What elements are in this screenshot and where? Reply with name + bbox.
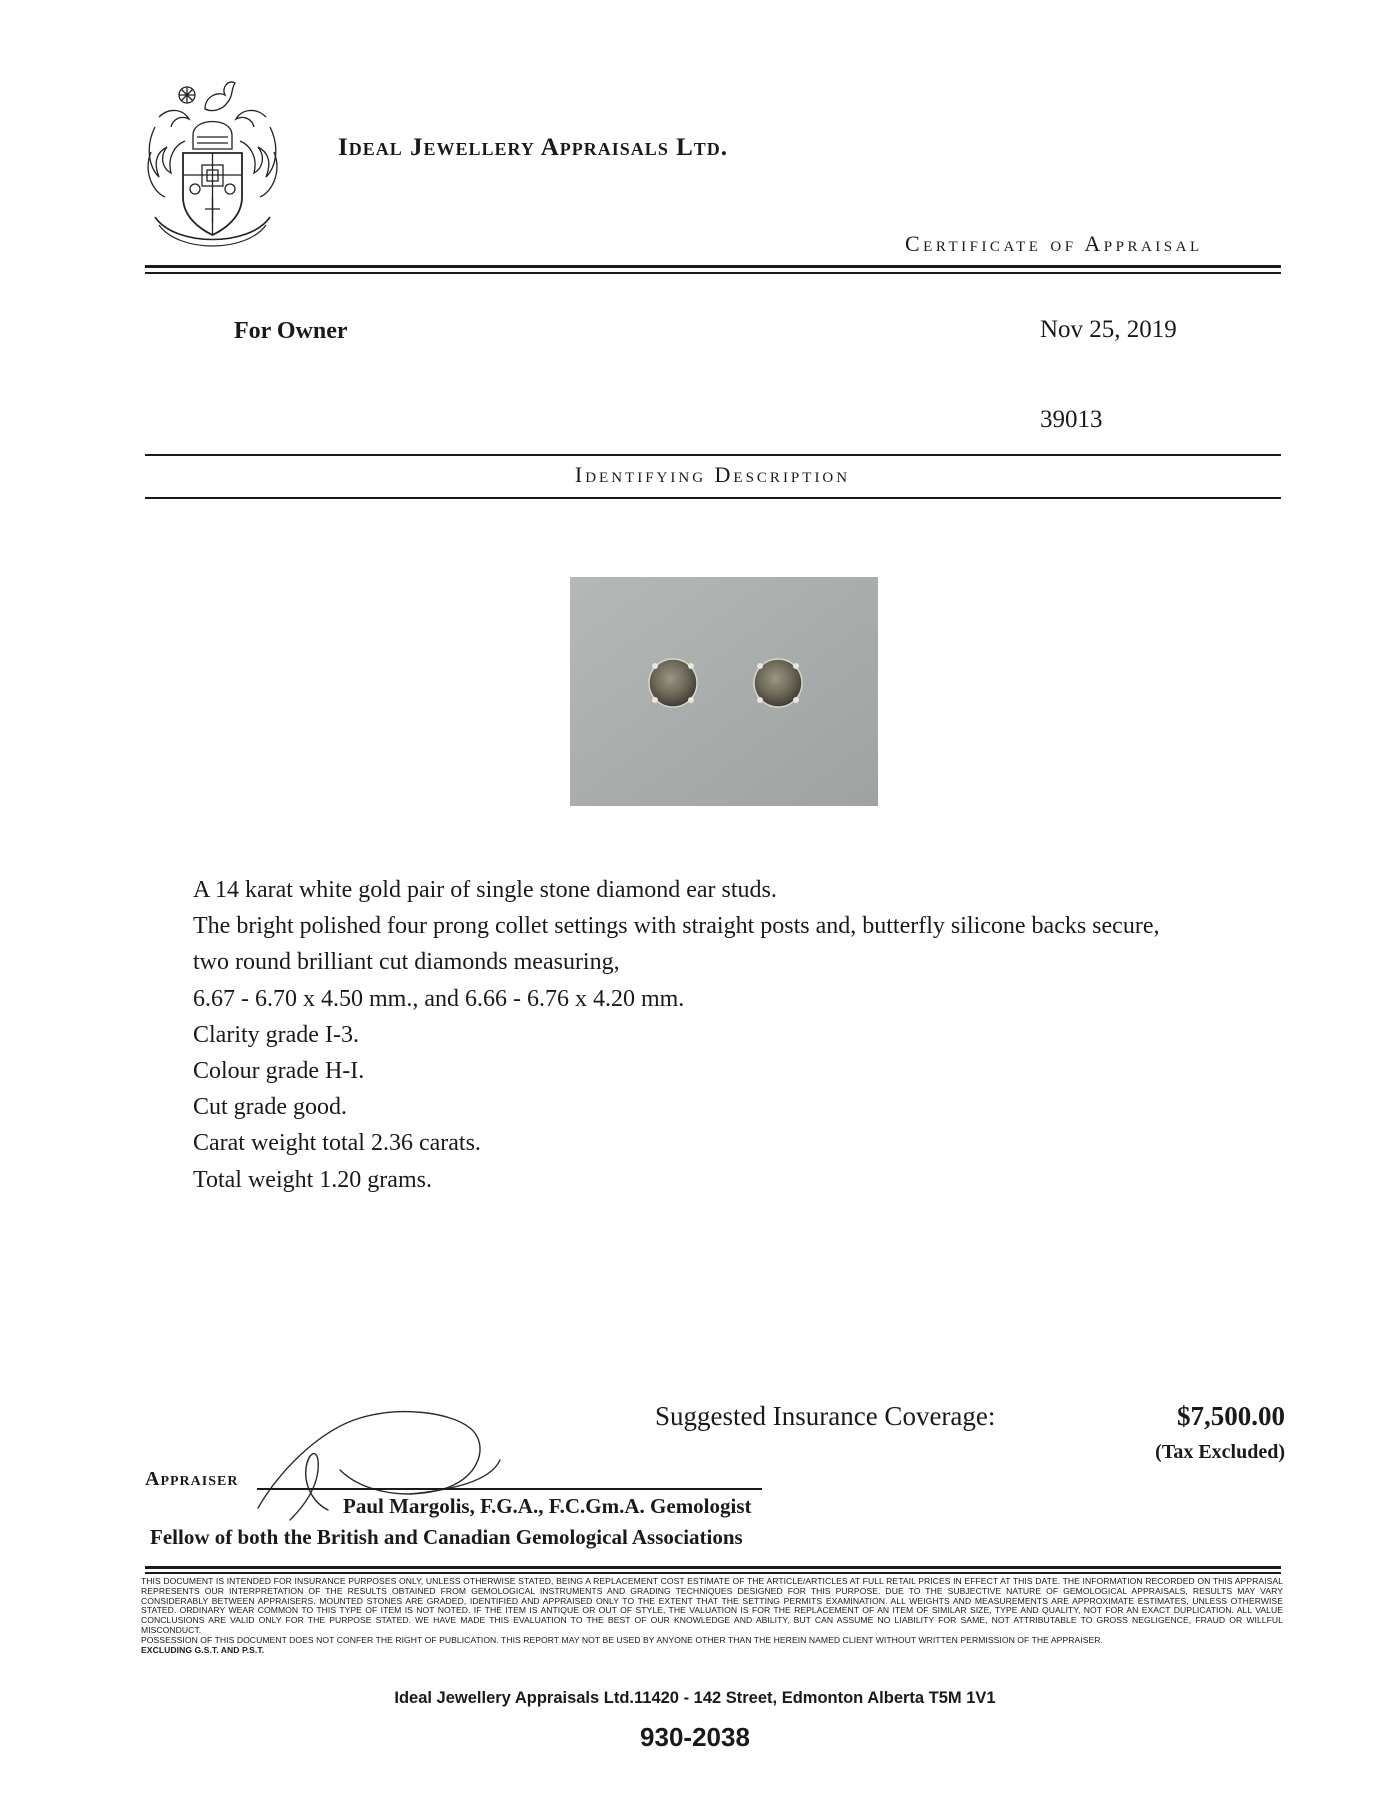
left-stud	[649, 659, 697, 707]
document-title: Certificate of Appraisal	[905, 231, 1203, 256]
footer-phone: 930-2038	[640, 1722, 750, 1752]
footer-rule-thick	[145, 1566, 1281, 1569]
insurance-value: $7,500.00	[1177, 1401, 1285, 1431]
appraiser-fellowship: Fellow of both the British and Canadian Gemological Associations	[150, 1525, 743, 1549]
disclaimer-tax: EXCLUDING G.S.T. AND P.S.T.	[141, 1644, 265, 1655]
appraiser-name: Paul Margolis, F.G.A., F.C.Gm.A. Gemologist	[343, 1494, 752, 1518]
tax-note: (Tax Excluded)	[1155, 1441, 1285, 1463]
earrings-photo	[570, 577, 878, 806]
description-line: A 14 karat white gold pair of single stone diamond ear studs.	[193, 877, 777, 903]
appraisal-date: Nov 25, 2019	[1040, 316, 1177, 343]
description-line: Clarity grade I-3.	[193, 1021, 359, 1048]
item-description	[193, 872, 1313, 1198]
right-stud	[754, 659, 802, 707]
footer-address: Ideal Jewellery Appraisals Ltd.11420 - 142 Street, Edmonton Alberta T5M 1V1	[394, 1689, 996, 1707]
disclaimer	[141, 1577, 1283, 1655]
description-line: 6.67 - 6.70 x 4.50 mm., and 6.66 - 6.76 x 4.20 mm.	[193, 985, 685, 1012]
disclaimer-publication: POSSESSION OF THIS DOCUMENT DOES NOT CONFER THE RIGHT OF PUBLICATION. THIS REPORT MAY NOT BE USED BY ANYONE OTHER THAN THE HEREIN NAMED CLIENT WITHOUT WRITTEN PERMISSION OF THE APPRAISER.	[141, 1634, 1103, 1645]
header-rule-thin	[145, 272, 1281, 274]
company-name: Ideal Jewellery Appraisals Ltd.	[338, 134, 729, 161]
section-rule-bottom	[145, 497, 1281, 499]
section-rule-top	[145, 454, 1281, 456]
section-title: Identifying Description	[574, 462, 851, 487]
reference-number: 39013	[1040, 406, 1103, 433]
description-line: Carat weight total 2.36 carats.	[193, 1130, 481, 1157]
owner-label: For Owner	[234, 318, 348, 344]
coat-of-arms-icon	[145, 57, 280, 250]
insurance-label: Suggested Insurance Coverage:	[655, 1401, 996, 1431]
description-line: Cut grade good.	[193, 1094, 347, 1121]
header-rule-thick	[145, 265, 1281, 268]
appraiser-label: Appraiser	[145, 1468, 239, 1490]
description-line: two round brilliant cut diamonds measuring,	[193, 949, 620, 976]
description-line: The bright polished four prong collet settings with straight posts and, butterfly silicone backs secure,	[193, 913, 1160, 940]
description-line: Total weight 1.20 grams.	[193, 1166, 432, 1193]
disclaimer-main: THIS DOCUMENT IS INTENDED FOR INSURANCE PURPOSES ONLY, UNLESS OTHERWISE STATED, BEING A REPLACEMENT COST ESTIMATE OF THE ARTICLE/ARTICLES AT FULL RETAIL PRICES IN EFFECT AT THIS DATE. THE INFORMATION RECORDED ON THIS APPRAISAL REPRESENTS OUR INTERPRETATION OF THE RESULTS OBTAINED FROM GEMOLOGICAL INSTRUMENTS AND GRADING TECHNIQUES DESIGNED FOR THIS PURPOSE. DUE TO THE SUBJECTIVE NATURE OF GEMOLOGICAL APPRAISALS, RESULTS MAY VARY CONSIDERABLY BETWEEN APPRAISERS. MOUNTED STONES ARE GRADED, IDENTIFIED AND APPRAISED ONLY TO THE EXTENT THAT THE SETTING PERMITS EXAMINATION. ALL WEIGHTS AND MEASUREMENTS ARE APPROXIMATE ESTIMATES, UNLESS OTHERWISE STATED. ORDINARY WEAR COMMON TO THIS TYPE OF ITEM IS NOT NOTED. IF THE ITEM IS ANTIQUE OR OUT OF STYLE, THE VALUATION IS FOR THE REPLACEMENT OF AN ITEM OF SIMILAR SIZE, TYPE AND QUALITY, NOT FOR AN EXACT DUPLICATION. ALL VALUE CONCLUSIONS ARE VALID ONLY FOR THE PURPOSE STATED. WE HAVE MADE THIS EVALUATION TO THE BEST OF OUR KNOWLEDGE AND ABILITY, BUT CAN ASSUME NO LIABILITY FOR SAME, NOT ATTRIBUTABLE TO GROSS NEGLIGENCE, FRAUD OR WILLFUL MISCONDUCT.	[141, 1576, 1283, 1635]
description-line: Colour grade H-I.	[193, 1058, 365, 1085]
footer-rule-thin	[145, 1572, 1281, 1574]
signature-line	[257, 1488, 762, 1490]
